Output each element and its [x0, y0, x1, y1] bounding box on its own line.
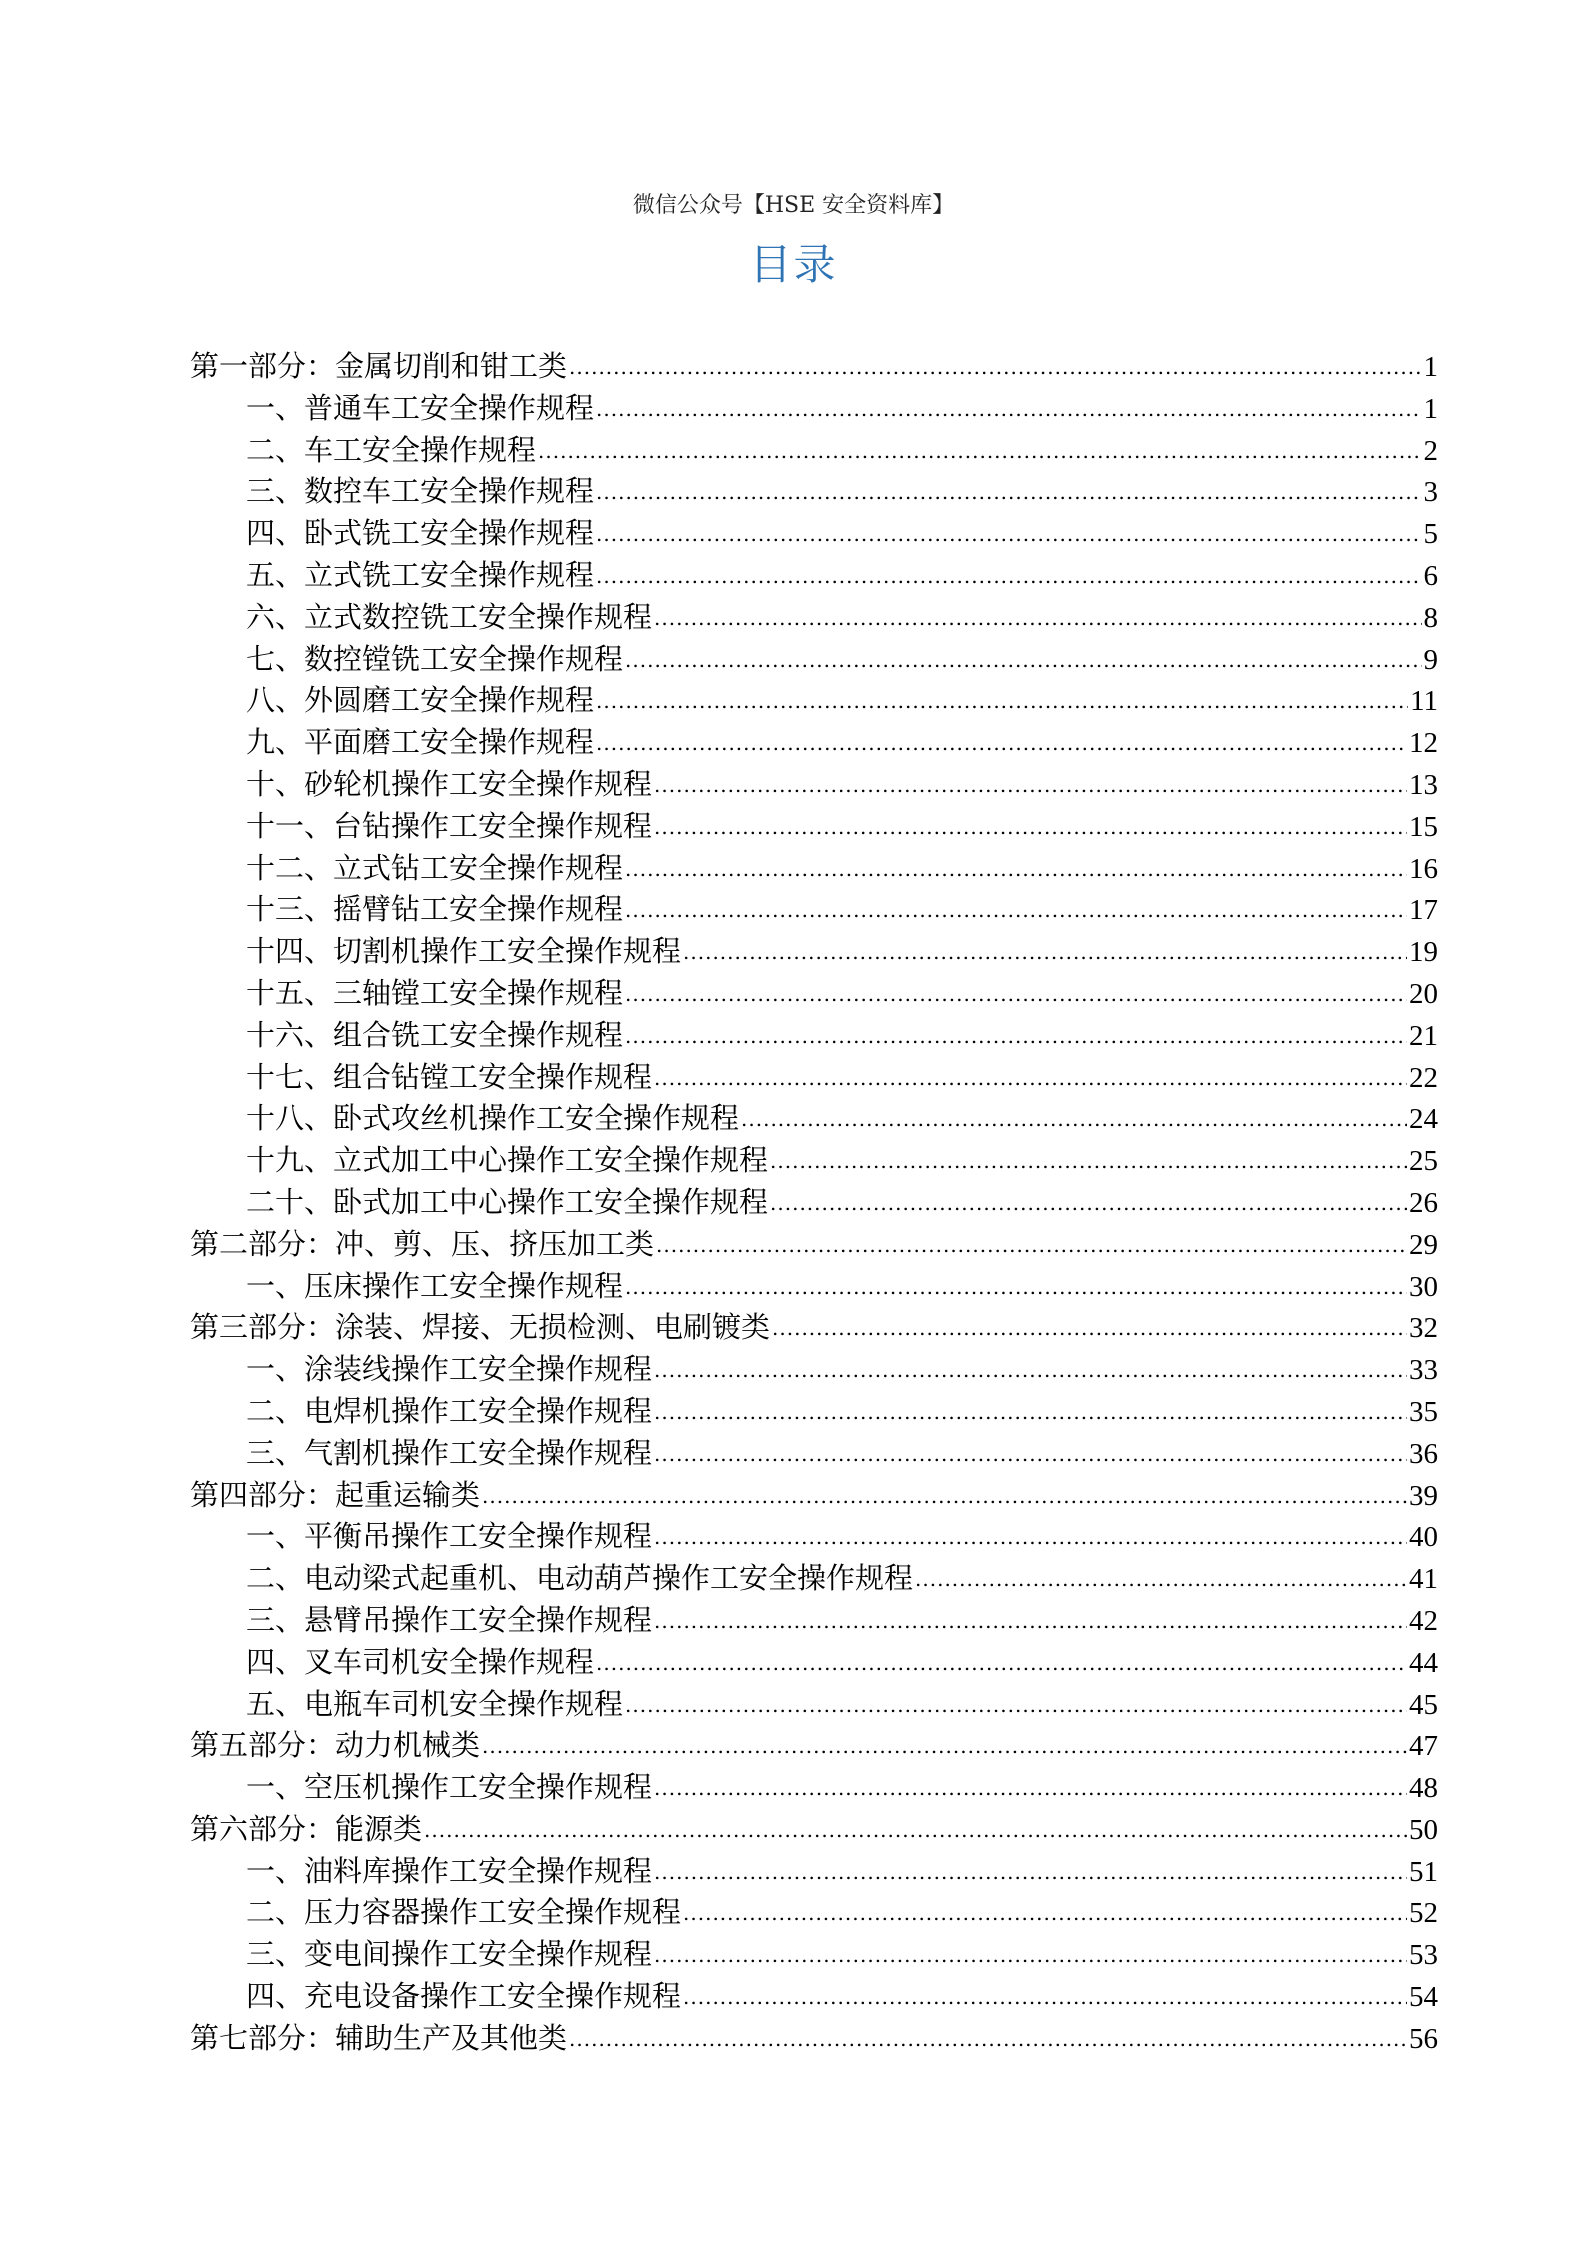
toc-section-entry[interactable] [190, 430, 1438, 472]
toc-entry-title: 第二部分：冲、剪、压、挤压加工类 [190, 1226, 655, 1261]
toc-section-entry[interactable] [190, 1433, 1438, 1475]
toc-page-number: 41 [1409, 1563, 1438, 1596]
toc-page-number: 33 [1409, 1354, 1438, 1387]
toc-section-entry[interactable] [190, 722, 1438, 764]
toc-section-entry[interactable] [190, 1182, 1438, 1224]
toc-section-entry[interactable] [190, 806, 1438, 848]
toc-entry-title: 第四部分：起重运输类 [190, 1477, 481, 1512]
toc-part-entry[interactable] [190, 1725, 1438, 1767]
toc-entry-title: 一、平衡吊操作工安全操作规程 [246, 1519, 653, 1554]
toc-dot-leader [683, 929, 1407, 974]
toc-dot-leader [654, 762, 1407, 807]
toc-section-entry[interactable] [190, 1934, 1438, 1976]
toc-section-entry[interactable] [190, 1015, 1438, 1057]
toc-dot-leader [683, 1890, 1407, 1935]
toc-part-entry[interactable] [190, 1307, 1438, 1349]
toc-page-number: 3 [1423, 476, 1438, 509]
toc-page-number: 1 [1423, 351, 1438, 383]
toc-page-number: 35 [1409, 1395, 1438, 1428]
toc-dot-leader [596, 553, 1421, 598]
toc-page-number: 26 [1409, 1186, 1438, 1219]
toc-entry-title: 四、卧式铣工安全操作规程 [246, 516, 595, 551]
toc-dot-leader [596, 678, 1408, 723]
toc-page-number: 36 [1409, 1437, 1438, 1470]
toc-entry-title: 一、油料库操作工安全操作规程 [246, 1853, 653, 1888]
toc-page-number: 6 [1423, 559, 1438, 592]
toc-part-entry[interactable] [190, 1224, 1438, 1266]
toc-dot-leader [482, 1473, 1407, 1518]
toc-page-number: 56 [1409, 2022, 1438, 2055]
toc-section-entry[interactable] [190, 1098, 1438, 1140]
toc-dot-leader [596, 720, 1407, 765]
toc-section-entry[interactable] [190, 1642, 1438, 1684]
toc-entry-title: 五、电瓶车司机安全操作规程 [246, 1686, 624, 1721]
toc-page-number: 51 [1409, 1855, 1438, 1888]
toc-section-entry[interactable] [190, 764, 1438, 806]
toc-entry-title: 二、电动梁式起重机、电动葫芦操作工安全操作规程 [246, 1561, 914, 1596]
toc-dot-leader [625, 637, 1421, 682]
toc-section-entry[interactable] [190, 388, 1438, 430]
toc-page-number: 45 [1409, 1688, 1438, 1721]
toc-entry-title: 十二、立式钻工安全操作规程 [246, 850, 624, 885]
toc-part-entry[interactable] [190, 1809, 1438, 1851]
toc-entry-title: 一、空压机操作工安全操作规程 [246, 1770, 653, 1805]
toc-page-number: 48 [1409, 1772, 1438, 1805]
toc-entry-title: 第五部分：动力机械类 [190, 1728, 481, 1763]
toc-page-number: 39 [1409, 1479, 1438, 1512]
toc-dot-leader [654, 1932, 1407, 1977]
toc-page-number: 20 [1409, 977, 1438, 1010]
toc-dot-leader [625, 971, 1407, 1016]
toc-page-number: 25 [1409, 1145, 1438, 1178]
toc-page-number: 21 [1409, 1019, 1438, 1052]
toc-dot-leader [569, 344, 1421, 389]
toc-dot-leader [596, 511, 1421, 556]
toc-section-entry[interactable] [190, 639, 1438, 681]
toc-dot-leader [654, 1055, 1407, 1100]
toc-section-entry[interactable] [190, 1266, 1438, 1308]
toc-section-entry[interactable] [190, 1349, 1438, 1391]
toc-section-entry[interactable] [190, 680, 1438, 722]
toc-section-entry[interactable] [190, 597, 1438, 639]
toc-section-entry[interactable] [190, 1600, 1438, 1642]
toc-section-entry[interactable] [190, 848, 1438, 890]
toc-entry-title: 十三、摇臂钻工安全操作规程 [246, 892, 624, 927]
toc-dot-leader [654, 1598, 1407, 1643]
toc-page-number: 24 [1409, 1103, 1438, 1136]
toc-entry-title: 九、平面磨工安全操作规程 [246, 725, 595, 760]
toc-entry-title: 一、涂装线操作工安全操作规程 [246, 1352, 653, 1387]
toc-entry-title: 四、充电设备操作工安全操作规程 [246, 1979, 682, 2014]
toc-dot-leader [424, 1807, 1407, 1852]
toc-dot-leader [538, 428, 1421, 473]
toc-dot-leader [654, 804, 1407, 849]
toc-section-entry[interactable] [190, 1767, 1438, 1809]
toc-entry-title: 四、叉车司机安全操作规程 [246, 1644, 595, 1679]
toc-section-entry[interactable] [190, 471, 1438, 513]
toc-dot-leader [596, 386, 1421, 431]
toc-entry-title: 八、外圆磨工安全操作规程 [246, 683, 595, 718]
toc-dot-leader [596, 1640, 1407, 1685]
toc-dot-leader [770, 1180, 1407, 1225]
toc-section-entry[interactable] [190, 1057, 1438, 1099]
toc-page-number: 40 [1409, 1521, 1438, 1554]
toc-entry-title: 十五、三轴镗工安全操作规程 [246, 975, 624, 1010]
toc-entry-title: 第六部分：能源类 [190, 1811, 423, 1846]
toc-dot-leader [654, 595, 1421, 640]
toc-dot-leader [654, 1765, 1407, 1810]
toc-dot-leader [654, 1514, 1407, 1559]
toc-entry-title: 三、数控车工安全操作规程 [246, 474, 595, 509]
toc-section-entry[interactable] [190, 1684, 1438, 1726]
toc-entry-title: 二、电焊机操作工安全操作规程 [246, 1393, 653, 1428]
toc-entry-title: 二十、卧式加工中心操作工安全操作规程 [246, 1184, 769, 1219]
toc-page-number: 16 [1409, 852, 1438, 885]
toc-dot-leader [625, 1682, 1407, 1727]
toc-page-number: 11 [1410, 685, 1438, 718]
toc-page-number: 44 [1409, 1646, 1438, 1679]
toc-dot-leader [482, 1723, 1407, 1768]
toc-section-entry[interactable] [190, 1516, 1438, 1558]
toc-dot-leader [915, 1556, 1407, 1601]
toc-page-number: 1 [1423, 392, 1438, 425]
toc-entry-title: 第三部分：涂装、焊接、无损检测、电刷镀类 [190, 1310, 771, 1345]
toc-entry-title: 二、车工安全操作规程 [246, 432, 537, 467]
toc-dot-leader [654, 1347, 1407, 1392]
toc-dot-leader [596, 469, 1421, 514]
toc-section-entry[interactable] [190, 973, 1438, 1015]
toc-dot-leader [770, 1138, 1407, 1183]
toc-entry-title: 三、变电间操作工安全操作规程 [246, 1937, 653, 1972]
toc-dot-leader [654, 1849, 1407, 1894]
toc-entry-title: 第一部分：金属切削和钳工类 [190, 349, 568, 383]
toc-page-number: 50 [1409, 1813, 1438, 1846]
toc-dot-leader [625, 1264, 1407, 1309]
toc-page-number: 52 [1409, 1897, 1438, 1930]
toc-page-number: 5 [1423, 518, 1438, 551]
toc-page-number: 32 [1409, 1312, 1438, 1345]
toc-page-number: 17 [1409, 894, 1438, 927]
document-header: 微信公众号【HSE 安全资料库】 [632, 193, 955, 218]
toc-page-number: 53 [1409, 1939, 1438, 1972]
toc-entry-title: 十、砂轮机操作工安全操作规程 [246, 766, 653, 801]
toc-section-entry[interactable] [190, 1851, 1438, 1893]
toc-dot-leader [654, 1431, 1407, 1476]
toc-page-number: 54 [1409, 1981, 1438, 2014]
toc-dot-leader [569, 2016, 1407, 2061]
toc-part-entry[interactable] [190, 1475, 1438, 1517]
toc-page-number: 12 [1409, 727, 1438, 760]
toc-page-number: 8 [1423, 601, 1438, 634]
toc-dot-leader [741, 1096, 1407, 1141]
toc-entry-title: 七、数控镗铣工安全操作规程 [246, 641, 624, 676]
toc-section-entry[interactable] [190, 1558, 1438, 1600]
table-of-contents [190, 346, 1438, 2060]
page-title: 目录 [749, 240, 838, 289]
toc-entry-title: 三、气割机操作工安全操作规程 [246, 1435, 653, 1470]
toc-entry-title: 一、压床操作工安全操作规程 [246, 1268, 624, 1303]
toc-page-number: 30 [1409, 1270, 1438, 1303]
toc-page-number: 19 [1409, 936, 1438, 969]
toc-entry-title: 十七、组合钻镗工安全操作规程 [246, 1059, 653, 1094]
toc-entry-title: 五、立式铣工安全操作规程 [246, 557, 595, 592]
toc-section-entry[interactable] [190, 1140, 1438, 1182]
toc-entry-title: 十八、卧式攻丝机操作工安全操作规程 [246, 1101, 740, 1136]
toc-page-number: 22 [1409, 1061, 1438, 1094]
toc-section-entry[interactable] [190, 889, 1438, 931]
toc-section-entry[interactable] [190, 1391, 1438, 1433]
toc-entry-title: 十四、切割机操作工安全操作规程 [246, 934, 682, 969]
toc-section-entry[interactable] [190, 1892, 1438, 1934]
toc-page-number: 42 [1409, 1604, 1438, 1637]
toc-part-entry[interactable] [190, 2018, 1438, 2060]
toc-page-number: 9 [1423, 643, 1438, 676]
toc-entry-title: 十一、台钻操作工安全操作规程 [246, 808, 653, 843]
toc-entry-title: 六、立式数控铣工安全操作规程 [246, 599, 653, 634]
toc-entry-title: 十九、立式加工中心操作工安全操作规程 [246, 1143, 769, 1178]
toc-part-entry[interactable] [190, 346, 1438, 388]
toc-dot-leader [654, 1389, 1407, 1434]
toc-page-number: 15 [1409, 810, 1438, 843]
toc-page-number: 29 [1409, 1228, 1438, 1261]
toc-section-entry[interactable] [190, 931, 1438, 973]
toc-entry-title: 第七部分：辅助生产及其他类 [190, 2020, 568, 2055]
toc-page-number: 2 [1423, 434, 1438, 467]
toc-page-number: 13 [1409, 768, 1438, 801]
toc-entry-title: 二、压力容器操作工安全操作规程 [246, 1895, 682, 1930]
toc-dot-leader [625, 887, 1407, 932]
toc-dot-leader [683, 1974, 1407, 2019]
toc-dot-leader [656, 1222, 1407, 1267]
toc-section-entry[interactable] [190, 1976, 1438, 2018]
toc-entry-title: 三、悬臂吊操作工安全操作规程 [246, 1602, 653, 1637]
toc-section-entry[interactable] [190, 513, 1438, 555]
toc-dot-leader [625, 1013, 1407, 1058]
toc-entry-title: 十六、组合铣工安全操作规程 [246, 1017, 624, 1052]
toc-dot-leader [625, 846, 1407, 891]
toc-entry-title: 一、普通车工安全操作规程 [246, 390, 595, 425]
toc-page-number: 47 [1409, 1730, 1438, 1763]
toc-section-entry[interactable] [190, 555, 1438, 597]
toc-dot-leader [772, 1305, 1407, 1350]
